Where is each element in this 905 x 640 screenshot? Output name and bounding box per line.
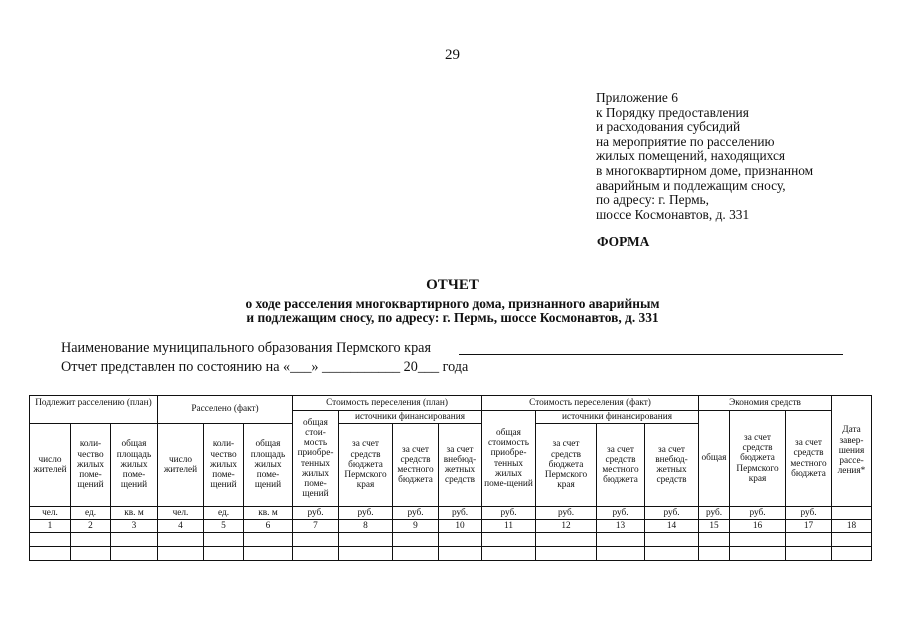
col-header-1: число жителей — [30, 424, 71, 507]
column-number: 3 — [111, 520, 158, 533]
empty-cell[interactable] — [158, 547, 204, 561]
appendix-line: шоссе Космонавтов, д. 331 — [596, 206, 750, 222]
empty-cell[interactable] — [204, 547, 244, 561]
report-subtitle — [0, 297, 905, 325]
appendix-line: жилых помещений, находящихся — [596, 148, 786, 164]
column-number: 18 — [832, 520, 872, 533]
group-plan-resettle: Подлежит расселению (план) — [30, 396, 158, 424]
column-number: 10 — [439, 520, 482, 533]
empty-cell[interactable] — [339, 533, 393, 547]
unit-cell: руб. — [597, 507, 645, 520]
unit-cell: руб. — [293, 507, 339, 520]
appendix-header — [596, 91, 813, 222]
column-number: 13 — [597, 520, 645, 533]
empty-cell[interactable] — [536, 547, 597, 561]
empty-cell[interactable] — [158, 533, 204, 547]
empty-cell[interactable] — [786, 547, 832, 561]
column-number: 6 — [244, 520, 293, 533]
column-number: 7 — [293, 520, 339, 533]
column-number: 4 — [158, 520, 204, 533]
empty-cell[interactable] — [439, 533, 482, 547]
unit-cell: чел. — [30, 507, 71, 520]
empty-cell[interactable] — [339, 547, 393, 561]
unit-cell: руб. — [786, 507, 832, 520]
column-number: 15 — [699, 520, 730, 533]
group-fact-resettled: Расселено (факт) — [158, 396, 293, 424]
empty-cell[interactable] — [786, 533, 832, 547]
column-number: 12 — [536, 520, 597, 533]
col-header-9: за счет средств местного бюджета — [393, 424, 439, 507]
empty-cell[interactable] — [645, 533, 699, 547]
unit-cell: руб. — [730, 507, 786, 520]
unit-cell: руб. — [645, 507, 699, 520]
unit-cell: чел. — [158, 507, 204, 520]
report-subtitle-line: о ходе расселения многоквартирного дома, признанного аварийным — [245, 296, 660, 311]
empty-cell[interactable] — [293, 547, 339, 561]
report-title: ОТЧЕТ — [426, 277, 479, 293]
empty-cell[interactable] — [645, 547, 699, 561]
empty-cell[interactable] — [597, 533, 645, 547]
empty-cell[interactable] — [832, 533, 872, 547]
empty-cell[interactable] — [730, 547, 786, 561]
appendix-line: на мероприятие по расселению — [596, 133, 775, 149]
empty-cell[interactable] — [597, 547, 645, 561]
unit-cell: ед. — [71, 507, 111, 520]
empty-cell[interactable] — [393, 533, 439, 547]
empty-cell[interactable] — [730, 533, 786, 547]
unit-cell: кв. м — [111, 507, 158, 520]
appendix-line: Приложение 6 — [596, 90, 678, 105]
group-sources-fact: источники финансирования — [536, 411, 699, 424]
appendix-line: по адресу: г. Пермь, — [596, 192, 710, 208]
report-subtitle-line: и подлежащим сносу, по адресу: г. Пермь, шоссе Космонавтов, д. 331 — [246, 310, 659, 325]
unit-cell: руб. — [699, 507, 730, 520]
empty-cell[interactable] — [482, 547, 536, 561]
group-savings: Экономия средств — [699, 396, 832, 411]
empty-cell[interactable] — [699, 547, 730, 561]
empty-cell[interactable] — [536, 533, 597, 547]
column-number: 17 — [786, 520, 832, 533]
page-number: 29 — [445, 47, 460, 63]
empty-cell[interactable] — [244, 547, 293, 561]
empty-cell[interactable] — [30, 533, 71, 547]
col-header-12: за счет средств бюджета Пермского края — [536, 424, 597, 507]
col-header-4: число жителей — [158, 424, 204, 507]
unit-cell: руб. — [482, 507, 536, 520]
column-number: 8 — [339, 520, 393, 533]
unit-cell: кв. м — [244, 507, 293, 520]
col-header-15: общая — [699, 411, 730, 507]
empty-cell[interactable] — [393, 547, 439, 561]
appendix-line: и расходования субсидий — [596, 119, 741, 135]
group-cost-plan: Стоимость переселения (план) — [293, 396, 482, 411]
empty-cell[interactable] — [111, 547, 158, 561]
municipality-label: Наименование муниципального образования Пермского края — [61, 340, 431, 356]
col-header-7: общая стои-мость приобре-тенных жилых поме-щений — [293, 411, 339, 507]
col-header-16: за счет средств бюджета Пермского края — [730, 411, 786, 507]
col-header-2: коли-чество жилых поме-щений — [71, 424, 111, 507]
col-header-10: за счет внебюд-жетных средств — [439, 424, 482, 507]
col-header-8: за счет средств бюджета Пермского края — [339, 424, 393, 507]
column-number: 14 — [645, 520, 699, 533]
col-header-13: за счет средств местного бюджета — [597, 424, 645, 507]
unit-cell: руб. — [393, 507, 439, 520]
col-header-3: общая площадь жилых поме-щений — [111, 424, 158, 507]
unit-cell: руб. — [439, 507, 482, 520]
col-header-6: общая площадь жилых поме-щений — [244, 424, 293, 507]
appendix-line: аварийным и подлежащим сносу, — [596, 177, 786, 193]
report-table — [29, 395, 872, 561]
empty-row — [30, 547, 872, 561]
empty-cell[interactable] — [111, 533, 158, 547]
empty-cell[interactable] — [832, 547, 872, 561]
column-number: 9 — [393, 520, 439, 533]
column-number: 1 — [30, 520, 71, 533]
group-cost-fact: Стоимость переселения (факт) — [482, 396, 699, 411]
municipality-input-line[interactable] — [459, 354, 843, 355]
unit-cell-empty — [832, 507, 872, 520]
column-number: 5 — [204, 520, 244, 533]
empty-cell[interactable] — [30, 547, 71, 561]
column-number: 2 — [71, 520, 111, 533]
col-header-14: за счет внебюд-жетных средств — [645, 424, 699, 507]
empty-cell[interactable] — [439, 547, 482, 561]
appendix-line: в многоквартирном доме, признанном — [596, 162, 814, 178]
empty-cell[interactable] — [71, 547, 111, 561]
unit-cell: ед. — [204, 507, 244, 520]
forma-label: ФОРМА — [597, 234, 650, 249]
col-header-11: общая стоимость приобре-тенных жилых поме-щений — [482, 411, 536, 507]
empty-cell[interactable] — [204, 533, 244, 547]
column-number: 11 — [482, 520, 536, 533]
col-header-17: за счет средств местного бюджета — [786, 411, 832, 507]
empty-cell[interactable] — [244, 533, 293, 547]
empty-cell[interactable] — [293, 533, 339, 547]
column-number: 16 — [730, 520, 786, 533]
report-date-label: Отчет представлен по состоянию на «___» ___________ 20___ года — [61, 359, 469, 375]
empty-cell[interactable] — [699, 533, 730, 547]
col-header-18: Дата завер-шения рассе-ления* — [832, 396, 872, 507]
group-sources-plan: источники финансирования — [339, 411, 482, 424]
empty-cell[interactable] — [71, 533, 111, 547]
col-header-5: коли-чество жилых поме-щений — [204, 424, 244, 507]
empty-row — [30, 533, 872, 547]
unit-cell: руб. — [536, 507, 597, 520]
appendix-line: к Порядку предоставления — [596, 104, 749, 120]
unit-cell: руб. — [339, 507, 393, 520]
empty-cell[interactable] — [482, 533, 536, 547]
